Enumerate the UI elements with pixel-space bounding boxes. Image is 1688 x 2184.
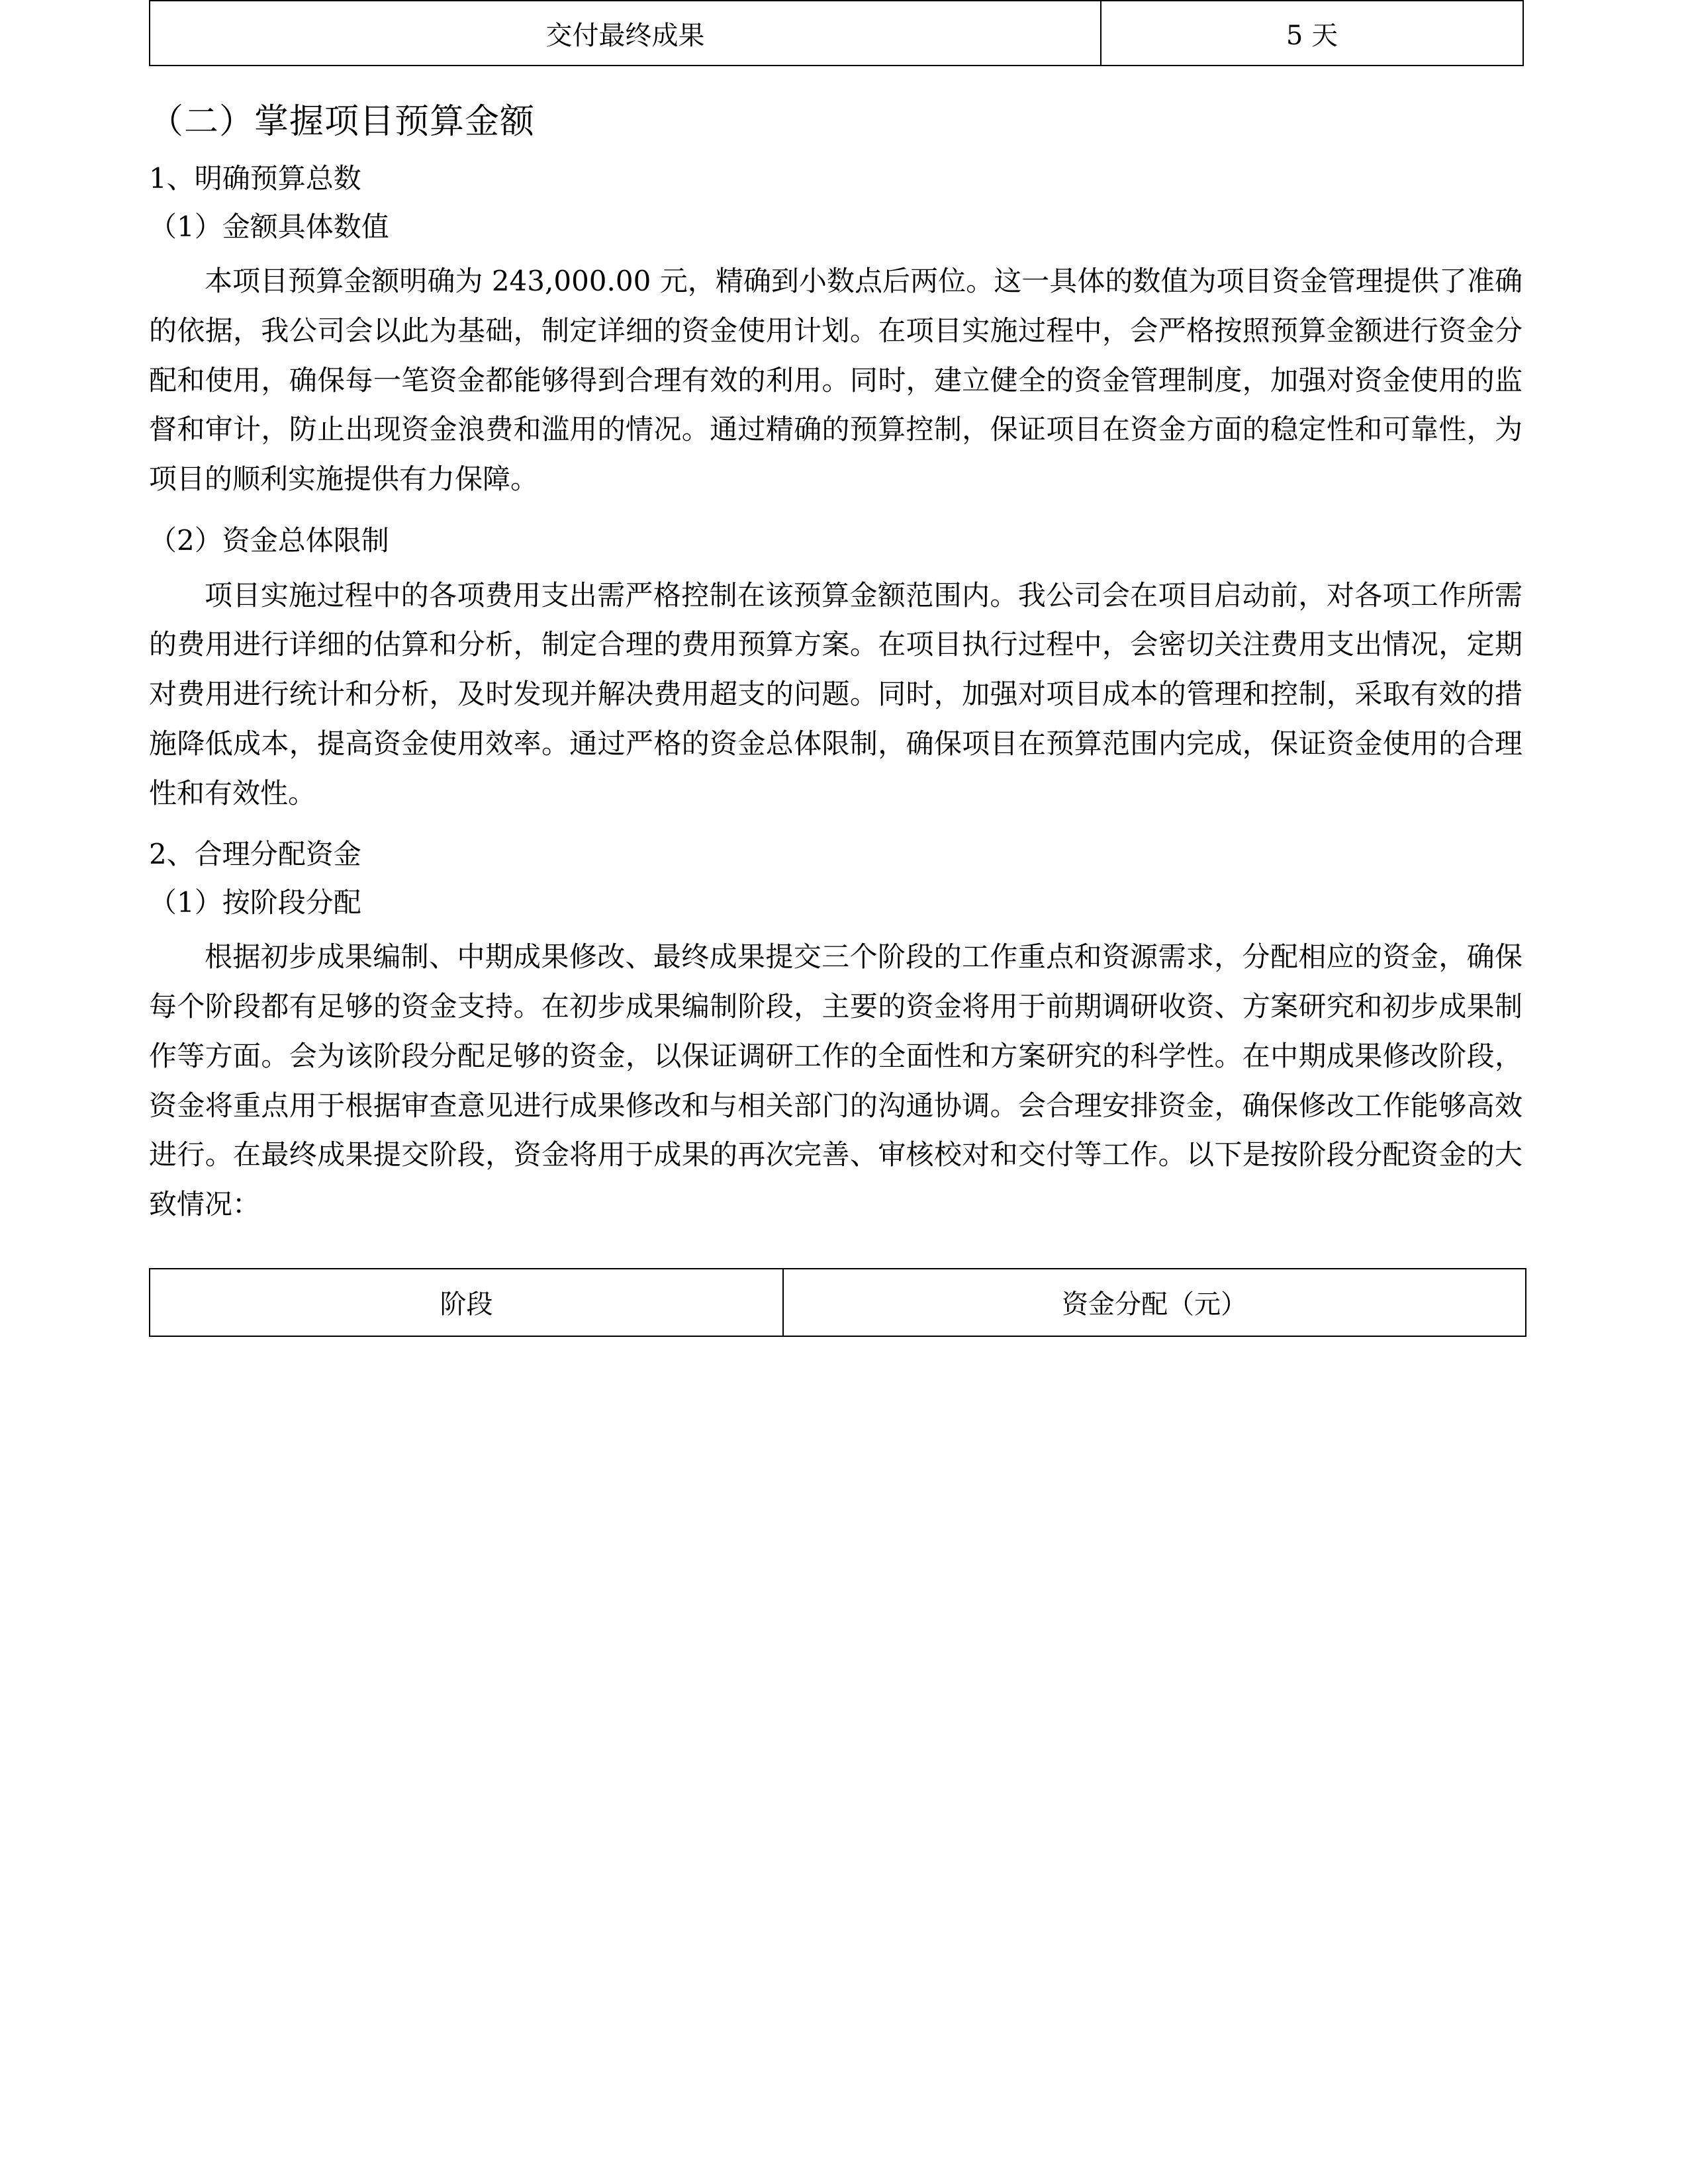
- table-cell-stage: 交付最终成果: [150, 1, 1101, 66]
- table-row: [150, 1269, 1526, 1336]
- table-row: [150, 1, 1523, 66]
- paragraph-stage-allocation: 根据初步成果编制、中期成果修改、最终成果提交三个阶段的工作重点和资源需求，分配相应的资金，确保每个阶段都有足够的资金支持。在初步成果编制阶段，主要的资金将用于前期调研收资、方案研究和初步成果制作等方面。会为该阶段分配足够的资金，以保证调研工作的全面性和方案研究的科学性。在中期成果修改阶段，资金将重点用于根据审查意见进行成果修改和与相关部门的沟通协调。会合理安排资金，确保修改工作能够高效进行。在最终成果提交阶段，资金将用于成果的再次完善、审核校对和交付等工作。以下是按阶段分配资金的大致情况：: [149, 940, 1523, 1221]
- subsection-heading-1-2: （2）资金总体限制: [149, 523, 389, 557]
- table-header-allocation: 资金分配（元）: [783, 1269, 1526, 1336]
- subsection-heading-2-1: （1）按阶段分配: [149, 886, 361, 919]
- table-cell-duration: 5 天: [1101, 1, 1523, 66]
- paragraph-budget-amount: 本项目预算金额明确为 243,000.00 元，精确到小数点后两位。这一具体的数值为项目资金管理提供了准确的依据，我公司会以此为基础，制定详细的资金使用计划。在项目实施过程中，会严格按照预算金额进行资金分配和使用，确保每一笔资金都能够得到合理有效的利用。同时，建立健全的资金管理制度，加强对资金使用的监督和审计，防止出现资金浪费和滥用的情况。通过精确的预算控制，保证项目在资金方面的稳定性和可靠性，为项目的顺利实施提供有力保障。: [149, 265, 1523, 496]
- allocation-table: [149, 1268, 1526, 1337]
- spacer: [149, 1248, 1523, 1268]
- subsection-heading-1-1: （1）金额具体数值: [149, 210, 389, 243]
- spacer: [149, 66, 1523, 101]
- subsection-heading-2: 2、合理分配资金: [149, 838, 361, 871]
- paragraph-budget-limit: 项目实施过程中的各项费用支出需严格控制在该预算金额范围内。我公司会在项目启动前，对各项工作所需的费用进行详细的估算和分析，制定合理的费用预算方案。在项目执行过程中，会密切关注费用支出情况，定期对费用进行统计和分析，及时发现并解决费用超支的问题。同时，加强对项目成本的管理和控制，采取有效的措施降低成本，提高资金使用效率。通过严格的资金总体限制，确保项目在预算范围内完成，保证资金使用的合理性和有效性。: [149, 578, 1523, 809]
- subsection-heading-1: 1、明确预算总数: [149, 162, 361, 195]
- schedule-table-continued: [149, 0, 1524, 66]
- section-heading: （二）掌握项目预算金额: [149, 102, 536, 142]
- page-content: [149, 0, 1523, 1337]
- table-header-stage: 阶段: [150, 1269, 783, 1336]
